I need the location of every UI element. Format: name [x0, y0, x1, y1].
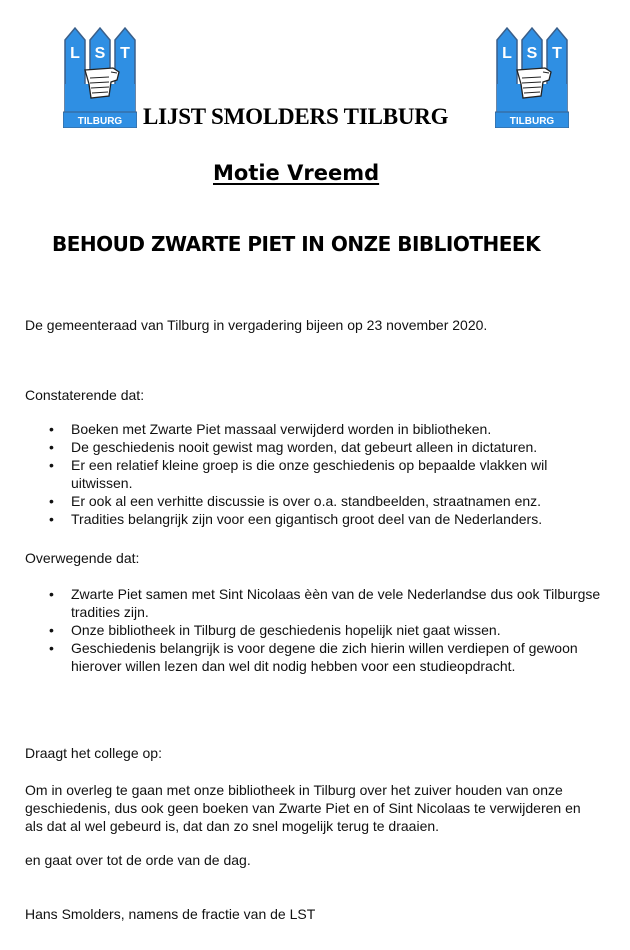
signature: Hans Smolders, namens de fractie van de LST: [25, 906, 316, 922]
logo-letter-s: S: [94, 45, 106, 62]
bullet-icon: •: [49, 640, 54, 656]
lst-logo-icon: [495, 26, 569, 128]
lst-logo-icon: [63, 26, 137, 128]
list-item: [0, 456, 601, 492]
list-item-text: Er een relatief kleine groep is die onze geschiedenis op bepaalde vlakken wil uitwissen.: [71, 457, 548, 491]
list-item: [0, 621, 601, 639]
list-item: [0, 510, 601, 528]
list-item: [0, 585, 601, 621]
constaterende-list: [0, 420, 601, 528]
list-item: [0, 492, 601, 510]
list-item-text: De geschiedenis nooit gewist mag worden, dat gebeurt alleen in dictaturen.: [71, 439, 538, 455]
logo-letter-l: L: [70, 45, 80, 62]
list-item: [0, 639, 601, 675]
org-name: LIJST SMOLDERS TILBURG: [143, 104, 449, 129]
list-item-text: Er ook al een verhitte discussie is over o.a. standbeelden, straatnamen enz.: [71, 493, 542, 509]
list-item-text: Tradities belangrijk zijn voor een gigantisch groot deel van de Nederlanders.: [71, 511, 543, 527]
logo-letter-t: T: [120, 45, 130, 62]
closing-text: en gaat over tot de orde van de dag.: [25, 852, 251, 868]
list-item-text: Zwarte Piet samen met Sint Nicolaas èèn van de vele Nederlandse dus ook Tilburgse tradities zijn.: [71, 586, 601, 620]
lst-logo-left: [63, 26, 137, 128]
list-item-text: Boeken met Zwarte Piet massaal verwijderd worden in bibliotheken.: [71, 421, 492, 437]
logo-city: TILBURG: [77, 116, 123, 127]
constaterende-heading: Constaterende dat:: [25, 387, 145, 403]
bullet-icon: •: [49, 457, 54, 473]
draagt-heading: Draagt het college op:: [25, 745, 162, 761]
bullet-icon: •: [49, 586, 54, 602]
list-item: [0, 438, 601, 456]
bullet-icon: •: [49, 421, 54, 437]
lst-logo-right: [495, 26, 569, 128]
logo-letter-s: S: [526, 45, 538, 62]
list-item-text: Onze bibliotheek in Tilburg de geschiedenis hopelijk niet gaat wissen.: [71, 622, 501, 638]
overwegende-list: [0, 585, 601, 675]
logo-letter-t: T: [552, 45, 562, 62]
list-item-text: Geschiedenis belangrijk is voor degene die zich hierin willen verdiepen of gewoon hierover willen lezen dan wel dit nodig hebben voor een studieopdracht.: [71, 640, 578, 674]
logo-letter-l: L: [502, 45, 512, 62]
bullet-icon: •: [49, 622, 54, 638]
doc-title: BEHOUD ZWARTE PIET IN ONZE BIBLIOTHEEK: [52, 232, 541, 256]
draagt-body: Om in overleg te gaan met onze bibliotheek in Tilburg over het zuiver houden van onze geschiedenis, dus ook geen boeken van Zwarte Piet en of Sint Nicolaas te verwijderen en als dat al wel gebeurd is, dat dan zo snel mogelijk terug te draaien.: [25, 782, 581, 834]
overwegende-heading: Overwegende dat:: [25, 550, 140, 566]
bullet-icon: •: [49, 493, 54, 509]
logo-city: TILBURG: [509, 116, 555, 127]
bullet-icon: •: [49, 439, 54, 455]
bullet-icon: •: [49, 511, 54, 527]
intro-text: De gemeenteraad van Tilburg in vergadering bijeen op 23 november 2020.: [25, 317, 488, 333]
doc-type-heading: Motie Vreemd: [213, 161, 380, 185]
list-item: [0, 420, 601, 438]
